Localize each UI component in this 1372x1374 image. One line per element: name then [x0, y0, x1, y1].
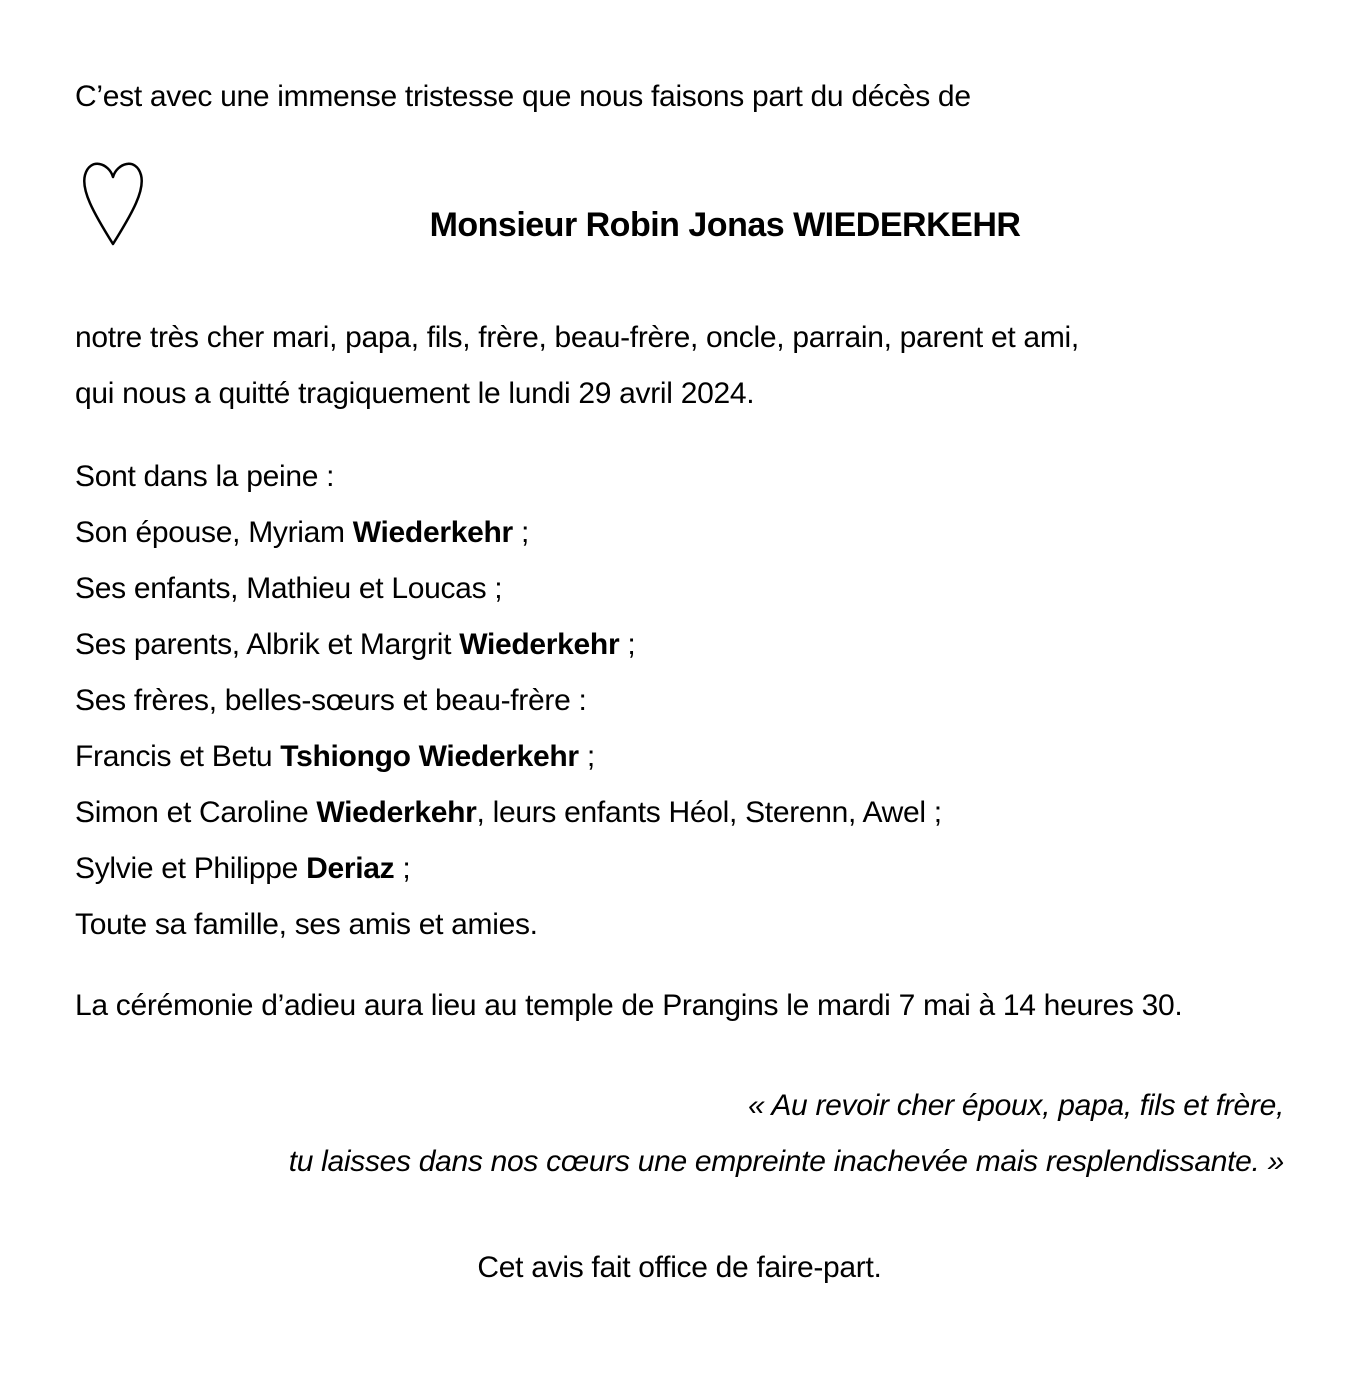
mourner-line: Son épouse, Myriam Wiederkehr ;	[75, 516, 529, 549]
mourner-line: Toute sa famille, ses amis et amies.	[75, 908, 538, 941]
footer-note: Cet avis fait office de faire-part.	[477, 1251, 882, 1284]
mourning-heading: Sont dans la peine :	[75, 460, 335, 493]
intro-text: C’est avec une immense tristesse que nous faisons part du décès de	[75, 80, 971, 113]
heart-icon	[80, 156, 146, 248]
quote-line: « Au revoir cher époux, papa, fils et frère,	[748, 1089, 1284, 1122]
relation-line: notre très cher mari, papa, fils, frère, beau-frère, oncle, parrain, parent et ami,	[75, 321, 1079, 354]
quote-line: tu laisses dans nos cœurs une empreinte inachevée mais resplendissante. »	[288, 1145, 1284, 1178]
mourner-line: Simon et Caroline Wiederkehr, leurs enfants Héol, Sterenn, Awel ;	[75, 796, 942, 829]
deceased-name: Monsieur Robin Jonas WIEDERKEHR	[429, 206, 1021, 244]
header-row	[75, 156, 1284, 248]
mourning-section	[75, 449, 1284, 953]
ceremony-info: La cérémonie d’adieu aura lieu au temple de Prangins le mardi 7 mai à 14 heures 30.	[75, 989, 1183, 1022]
relation-line: qui nous a quitté tragiquement le lundi 29 avril 2024.	[75, 377, 755, 410]
mourner-line: Francis et Betu Tshiongo Wiederkehr ;	[75, 740, 595, 773]
mourner-line: Ses parents, Albrik et Margrit Wiederkehr ;	[75, 628, 636, 661]
mourner-line: Ses enfants, Mathieu et Loucas ;	[75, 572, 503, 605]
mourner-line: Ses frères, belles-sœurs et beau-frère :	[75, 684, 587, 717]
memorial-quote	[75, 1078, 1284, 1190]
mourner-line: Sylvie et Philippe Deriaz ;	[75, 852, 411, 885]
title-wrap	[146, 206, 1284, 248]
relation-paragraph	[75, 310, 1284, 422]
